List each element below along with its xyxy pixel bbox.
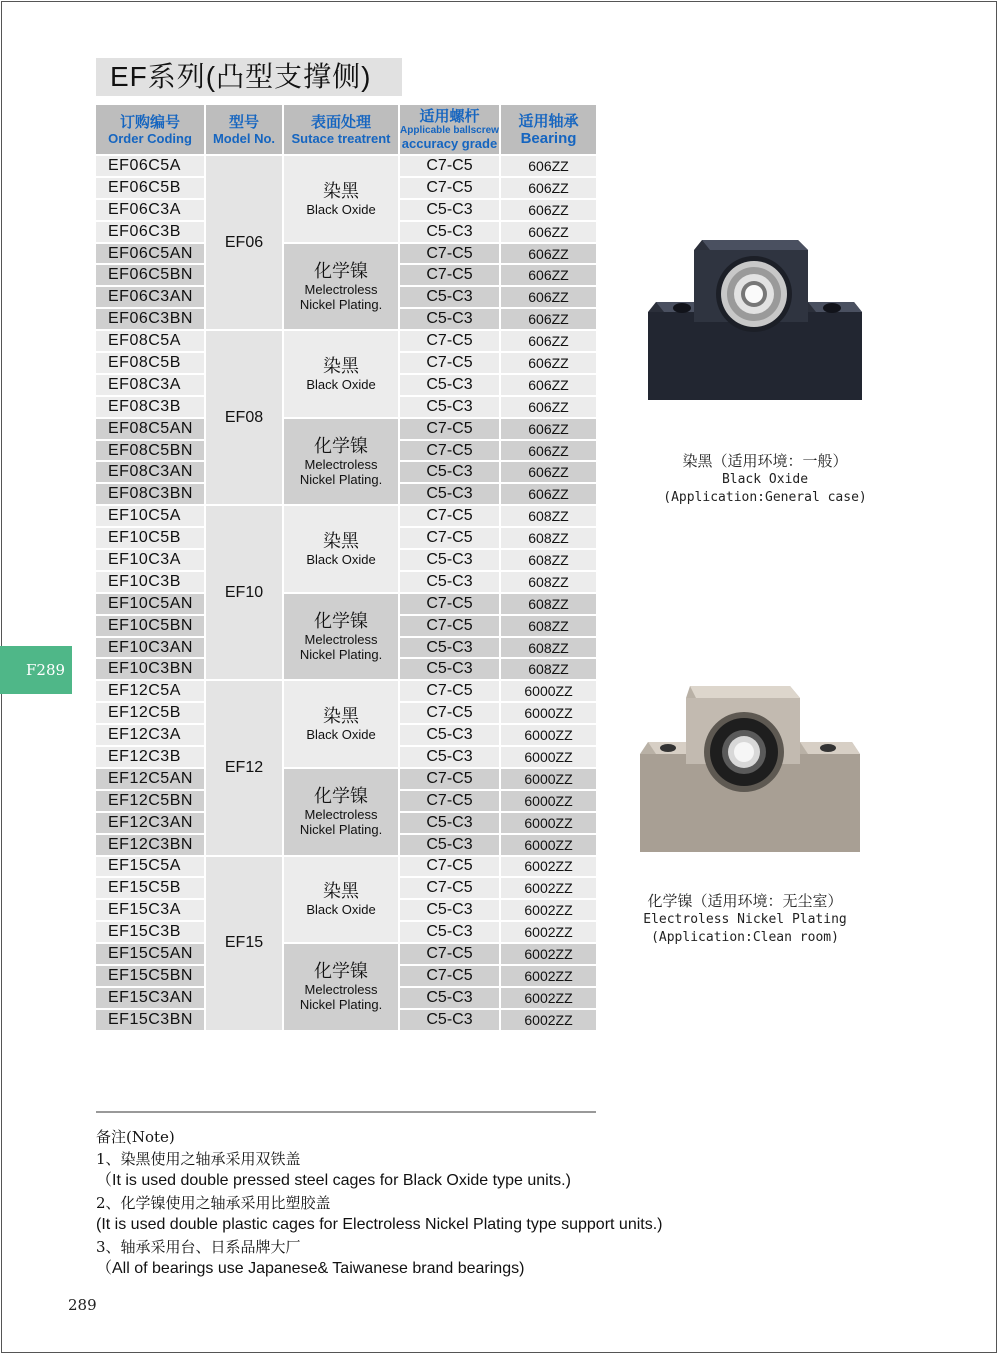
order-code-cell: EF08C5BN [96, 440, 205, 462]
surface-en: Nickel Plating. [299, 822, 383, 838]
bearing-cell: 606ZZ [500, 221, 596, 243]
surface-cn: 染黑 [323, 180, 359, 201]
model-cell: EF08 [205, 330, 283, 505]
accuracy-grade-cell: C7-C5 [399, 965, 500, 987]
surface-nickel-cell [283, 943, 399, 1031]
surface-nickel-cell [283, 418, 399, 506]
surface-en: Black Oxide [306, 552, 376, 568]
accuracy-grade-cell: C7-C5 [399, 505, 500, 527]
note-3-en: （All of bearings use Japanese& Taiwanese brand bearings) [96, 1260, 525, 1277]
accuracy-grade-cell: C7-C5 [399, 877, 500, 899]
bearing-cell: 6002ZZ [500, 1009, 596, 1031]
accuracy-grade-cell: C5-C3 [399, 812, 500, 834]
nickel-caption-en2: (Application:Clean room) [651, 930, 839, 945]
table-row [96, 768, 596, 790]
accuracy-grade-cell: C7-C5 [399, 330, 500, 352]
accuracy-grade-cell: C7-C5 [399, 768, 500, 790]
table-row [96, 680, 596, 702]
bearing-cell: 6002ZZ [500, 921, 596, 943]
nickel-caption-en1: Electroless Nickel Plating [643, 912, 847, 927]
notes-heading: 备注(Note) [96, 1128, 175, 1146]
nickel-caption-cn: 化学镍（适用环境：无尘室） [647, 892, 843, 910]
surface-cn: 染黑 [323, 706, 359, 727]
table-row [96, 505, 596, 527]
accuracy-grade-cell: C7-C5 [399, 177, 500, 199]
surface-black-oxide-cell [283, 856, 399, 944]
bearing-cell: 606ZZ [500, 155, 596, 177]
order-code-cell: EF06C5BN [96, 264, 205, 286]
accuracy-grade-cell: C5-C3 [399, 899, 500, 921]
surface-en: Melectroless [304, 807, 378, 823]
table-row [96, 243, 596, 265]
header-order-coding [96, 105, 205, 155]
header-bearing-en: Bearing [520, 129, 577, 147]
surface-en: Nickel Plating. [299, 647, 383, 663]
surface-black-oxide-cell [283, 155, 399, 243]
order-code-cell: EF10C5B [96, 527, 205, 549]
header-screw [399, 105, 500, 155]
bearing-cell: 608ZZ [500, 505, 596, 527]
page-number: 289 [68, 1296, 97, 1314]
accuracy-grade-cell: C5-C3 [399, 1009, 500, 1031]
surface-black-oxide-cell [283, 505, 399, 593]
accuracy-grade-cell: C7-C5 [399, 527, 500, 549]
surface-cn: 染黑 [323, 355, 359, 376]
table-bottom-rule [96, 1111, 596, 1113]
note-2-cn: 2、化学镍使用之轴承采用比塑胶盖 [96, 1194, 331, 1212]
model-cell: EF10 [205, 505, 283, 680]
surface-cn: 染黑 [323, 531, 359, 552]
header-model-cn: 型号 [228, 113, 259, 131]
model-cell: EF15 [205, 856, 283, 1031]
bearing-cell: 608ZZ [500, 527, 596, 549]
order-code-cell: EF08C3AN [96, 461, 205, 483]
bearing-cell: 6000ZZ [500, 768, 596, 790]
order-code-cell: EF15C5AN [96, 943, 205, 965]
nickel-caption [620, 891, 870, 947]
accuracy-grade-cell: C7-C5 [399, 943, 500, 965]
bearing-cell: 606ZZ [500, 243, 596, 265]
order-code-cell: EF15C3A [96, 899, 205, 921]
notes-section [96, 1126, 663, 1280]
bearing-cell: 6002ZZ [500, 856, 596, 878]
surface-nickel-cell [283, 768, 399, 856]
bearing-cell: 6002ZZ [500, 877, 596, 899]
order-code-cell: EF12C5A [96, 680, 205, 702]
order-code-cell: EF10C5AN [96, 593, 205, 615]
accuracy-grade-cell: C7-C5 [399, 615, 500, 637]
header-order-en: Order Coding [108, 130, 192, 146]
header-bearing [500, 105, 596, 155]
bearing-cell: 6002ZZ [500, 943, 596, 965]
table-row [96, 943, 596, 965]
order-code-cell: EF08C3BN [96, 483, 205, 505]
header-screw-sub: Applicable ballscrew [400, 125, 499, 136]
accuracy-grade-cell: C7-C5 [399, 243, 500, 265]
surface-en: Nickel Plating. [299, 471, 383, 487]
accuracy-grade-cell: C7-C5 [399, 790, 500, 812]
surface-en: Black Oxide [306, 727, 376, 743]
accuracy-grade-cell: C5-C3 [399, 637, 500, 659]
order-code-cell: EF12C3A [96, 724, 205, 746]
accuracy-grade-cell: C7-C5 [399, 352, 500, 374]
bearing-cell: 6002ZZ [500, 899, 596, 921]
bearing-cell: 6000ZZ [500, 812, 596, 834]
order-code-cell: EF15C3BN [96, 1009, 205, 1031]
black-caption-cn: 染黑（适用环境：一般） [682, 452, 848, 470]
accuracy-grade-cell: C5-C3 [399, 461, 500, 483]
order-code-cell: EF12C5AN [96, 768, 205, 790]
header-bearing-cn: 适用轴承 [518, 112, 579, 130]
order-code-cell: EF15C3B [96, 921, 205, 943]
surface-cn: 化学镍 [314, 961, 368, 982]
order-code-cell: EF10C3BN [96, 658, 205, 680]
note-1-en: （It is used double pressed steel cages for Black Oxide type units.) [96, 1172, 571, 1189]
order-code-cell: EF08C5B [96, 352, 205, 374]
order-code-cell: EF10C3A [96, 549, 205, 571]
note-1-cn: 1、染黑使用之轴承采用双铁盖 [96, 1150, 301, 1168]
surface-nickel-cell [283, 593, 399, 681]
bearing-cell: 6002ZZ [500, 987, 596, 1009]
order-code-cell: EF08C5A [96, 330, 205, 352]
accuracy-grade-cell: C5-C3 [399, 286, 500, 308]
black-caption-en2: (Application:General case) [663, 490, 867, 505]
bearing-cell: 606ZZ [500, 264, 596, 286]
order-code-cell: EF06C3B [96, 221, 205, 243]
order-code-cell: EF10C5BN [96, 615, 205, 637]
order-code-cell: EF15C5BN [96, 965, 205, 987]
table-row [96, 856, 596, 878]
order-code-cell: EF15C5B [96, 877, 205, 899]
accuracy-grade-cell: C5-C3 [399, 374, 500, 396]
header-model-en: Model No. [212, 130, 276, 146]
black-oxide-support-image [640, 232, 868, 402]
bearing-cell: 606ZZ [500, 418, 596, 440]
order-code-cell: EF12C3BN [96, 834, 205, 856]
bearing-cell: 608ZZ [500, 549, 596, 571]
surface-en: Black Oxide [306, 902, 376, 918]
surface-nickel-cell [283, 243, 399, 331]
bearing-cell: 606ZZ [500, 396, 596, 418]
surface-en: Melectroless [304, 456, 378, 472]
nickel-plated-support-image [638, 680, 866, 855]
order-code-cell: EF15C3AN [96, 987, 205, 1009]
table-row [96, 593, 596, 615]
accuracy-grade-cell: C7-C5 [399, 702, 500, 724]
surface-en: Melectroless [304, 982, 378, 998]
order-code-cell: EF06C5AN [96, 243, 205, 265]
bearing-cell: 608ZZ [500, 637, 596, 659]
bearing-cell: 606ZZ [500, 177, 596, 199]
spec-table [96, 105, 596, 1032]
table-row [96, 418, 596, 440]
surface-cn: 化学镍 [314, 260, 368, 281]
header-model [205, 105, 283, 155]
order-code-cell: EF10C3B [96, 571, 205, 593]
bearing-cell: 608ZZ [500, 571, 596, 593]
accuracy-grade-cell: C5-C3 [399, 483, 500, 505]
bearing-cell: 606ZZ [500, 352, 596, 374]
accuracy-grade-cell: C5-C3 [399, 571, 500, 593]
accuracy-grade-cell: C5-C3 [399, 396, 500, 418]
accuracy-grade-cell: C5-C3 [399, 199, 500, 221]
bearing-cell: 6002ZZ [500, 965, 596, 987]
accuracy-grade-cell: C5-C3 [399, 921, 500, 943]
table-row [96, 330, 596, 352]
bearing-cell: 6000ZZ [500, 746, 596, 768]
header-screw-en: accuracy grade [401, 136, 498, 151]
accuracy-grade-cell: C5-C3 [399, 987, 500, 1009]
page-title: EF系列(凸型支撑侧) [96, 58, 402, 96]
order-code-cell: EF08C5AN [96, 418, 205, 440]
note-2-en: (It is used double plastic cages for Electroless Nickel Plating type support units.) [96, 1216, 663, 1233]
accuracy-grade-cell: C5-C3 [399, 746, 500, 768]
order-code-cell: EF12C5BN [96, 790, 205, 812]
accuracy-grade-cell: C7-C5 [399, 440, 500, 462]
accuracy-grade-cell: C7-C5 [399, 155, 500, 177]
accuracy-grade-cell: C5-C3 [399, 549, 500, 571]
bearing-cell: 6000ZZ [500, 680, 596, 702]
accuracy-grade-cell: C5-C3 [399, 221, 500, 243]
surface-cn: 化学镍 [314, 611, 368, 632]
bearing-cell: 606ZZ [500, 286, 596, 308]
bearing-cell: 6000ZZ [500, 702, 596, 724]
accuracy-grade-cell: C7-C5 [399, 593, 500, 615]
surface-cn: 染黑 [323, 881, 359, 902]
surface-black-oxide-cell [283, 330, 399, 418]
header-surface-en: Sutace treatrent [291, 130, 391, 146]
order-code-cell: EF06C5B [96, 177, 205, 199]
table-row [96, 155, 596, 177]
bearing-cell: 6000ZZ [500, 790, 596, 812]
header-order-cn: 订购编号 [119, 113, 180, 131]
accuracy-grade-cell: C5-C3 [399, 724, 500, 746]
header-surface [283, 105, 399, 155]
bearing-cell: 608ZZ [500, 615, 596, 637]
accuracy-grade-cell: C5-C3 [399, 834, 500, 856]
bearing-cell: 606ZZ [500, 199, 596, 221]
accuracy-grade-cell: C5-C3 [399, 658, 500, 680]
bearing-cell: 608ZZ [500, 593, 596, 615]
order-code-cell: EF08C3A [96, 374, 205, 396]
order-code-cell: EF12C5B [96, 702, 205, 724]
bearing-cell: 606ZZ [500, 308, 596, 330]
order-code-cell: EF15C5A [96, 856, 205, 878]
bearing-cell: 6000ZZ [500, 724, 596, 746]
order-code-cell: EF06C3A [96, 199, 205, 221]
header-surface-cn: 表面处理 [310, 113, 371, 131]
surface-en: Nickel Plating. [299, 296, 383, 312]
order-code-cell: EF10C3AN [96, 637, 205, 659]
bearing-cell: 606ZZ [500, 330, 596, 352]
bearing-cell: 606ZZ [500, 461, 596, 483]
bearing-cell: 606ZZ [500, 483, 596, 505]
surface-cn: 化学镍 [314, 435, 368, 456]
order-code-cell: EF10C5A [96, 505, 205, 527]
accuracy-grade-cell: C7-C5 [399, 264, 500, 286]
accuracy-grade-cell: C7-C5 [399, 856, 500, 878]
surface-en: Nickel Plating. [299, 997, 383, 1013]
order-code-cell: EF12C3B [96, 746, 205, 768]
note-3-cn: 3、轴承采用台、日系品牌大厂 [96, 1238, 301, 1256]
order-code-cell: EF12C3AN [96, 812, 205, 834]
order-code-cell: EF06C3AN [96, 286, 205, 308]
surface-cn: 化学镍 [314, 786, 368, 807]
bearing-cell: 6000ZZ [500, 834, 596, 856]
model-cell: EF12 [205, 680, 283, 855]
bearing-cell: 606ZZ [500, 374, 596, 396]
surface-en: Black Oxide [306, 376, 376, 392]
surface-en: Melectroless [304, 632, 378, 648]
accuracy-grade-cell: C7-C5 [399, 418, 500, 440]
order-code-cell: EF06C5A [96, 155, 205, 177]
accuracy-grade-cell: C5-C3 [399, 308, 500, 330]
surface-en: Melectroless [304, 281, 378, 297]
bearing-cell: 608ZZ [500, 658, 596, 680]
bearing-cell: 606ZZ [500, 440, 596, 462]
surface-en: Black Oxide [306, 201, 376, 217]
accuracy-grade-cell: C7-C5 [399, 680, 500, 702]
side-page-tab: F289 [0, 646, 72, 694]
order-code-cell: EF08C3B [96, 396, 205, 418]
header-screw-cn: 适用螺杆 [419, 108, 480, 125]
model-cell: EF06 [205, 155, 283, 330]
surface-black-oxide-cell [283, 680, 399, 768]
black-oxide-caption [640, 451, 890, 507]
black-caption-en1: Black Oxide [721, 472, 809, 487]
order-code-cell: EF06C3BN [96, 308, 205, 330]
spec-table-body [96, 155, 596, 1031]
